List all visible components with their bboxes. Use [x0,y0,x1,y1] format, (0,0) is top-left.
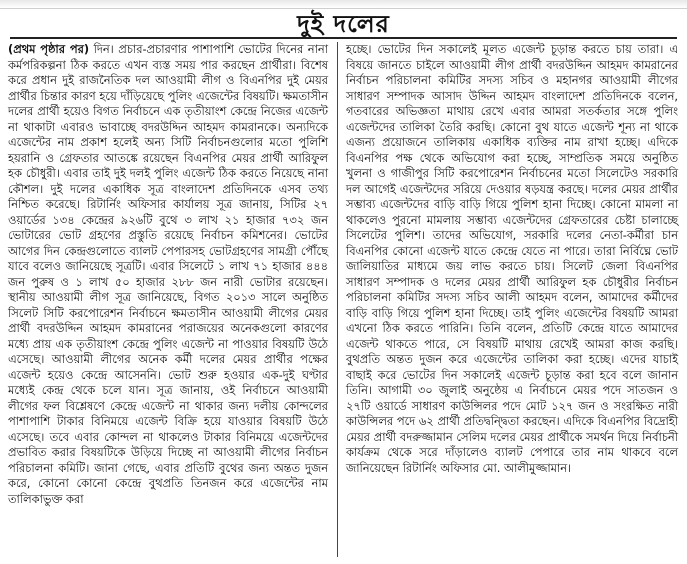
continued-from-label: (প্রথম পৃষ্ঠার পর) [8,42,90,56]
article-headline: দুই দলের [297,10,390,38]
left-column-body: দিন। প্রচার-প্রচারণার পাশাপাশি ভোটের দিনের নানা কর্মপরিকল্পনা ঠিক করতে এখন ব্যস্ত সময় পার করছেন প্রার্থীরা। বিশেষ করে প্রধান দুই রাজনৈতিক দল আওয়ামী লীগ ও বিএনপির দুই মেয়র প্রার্থীর চিন্তার কারণ হয়ে দাঁড়িয়েছে পুলিং এজেন্টের বিষয়টি। ক্ষমতাসীন দলের প্রার্থী হয়েও বিগত নির্বাচনে এক তৃতীয়াংশ কেন্দ্রে নিজের এজেন্ট না থাকাটা এবারও ভাবাচ্ছে বদরউদ্দিন আহমদ কামরানকে। অন্যদিকে এজেন্টের নাম প্রকাশ হলেই অন্য সিটি নির্বাচনগুলোর মতো পুলিশি হয়রানি ও গ্রেফতার আতঙ্কে রয়েছেন বিএনপির মেয়র প্রার্থী আরিফুল হক চৌধুরী। এবার তাই দুই দলই পুলিং এজেন্ট ঠিক করতে নিয়েছে নানা কৌশল। দুই দলের একাধিক সূত্র বাংলাদেশ প্রতিদিনকে এসব তথ্য নিশ্চিত করেছে। রিটার্নিং অফিসার কার্যালয় সূত্র জানায়, সিটির ২৭ ওয়ার্ডের ১৩৪ কেন্দ্রের ৯২৬টি বুথে ৩ লাখ ২১ হাজার ৭৩২ জন ভোটারের ভোট গ্রহণের প্রস্তুতি রয়েছে নির্বাচন কমিশনের। ভোটের আগের দিন কেন্দ্রগুলোতে ব্যালট পেপারসহ ভোটগ্রহণের সামগ্রী পৌঁছে যাবে বলেও জানিয়েছে সূত্রটি। এবার সিলেটে ১ লাখ ৭১ হাজার ৪৪৪ জন পুরুষ ও ১ লাখ ৫০ হাজার ২৮৮ জন নারী ভোটার রয়েছেন। স্থানীয় আওয়ামী লীগ সূত্র জানিয়েছে, বিগত ২০১৩ সালে অনুষ্ঠিত সিলেট সিটি করপোরেশন নির্বাচনে ক্ষমতাসীন আওয়ামী লীগের মেয়র প্রার্থী বদরউদ্দিন আহমদ কামরানের পরাজয়ের অনেকগুলো কারণের মধ্যে প্রায় এক তৃতীয়াংশ কেন্দ্রে পুলিং এজেন্ট না পাওয়ার বিষয়টি উঠে এসেছে। আওয়ামী লীগের অনেক কর্মী দলের মেয়র প্রার্থীর পক্ষের এজেন্ট হয়েও কেন্দ্রে আসেননি। ভোট শুরু হওয়ার এক-দুই ঘণ্টার মধ্যেই কেন্দ্র থেকে চলে যান। সূত্র জানায়, ওই নির্বাচনে আওয়ামী লীগের ফল বিশ্লেষণে কেন্দ্রে এজেন্ট না থাকার জন্য দলীয় কোন্দলের পাশাপাশি টাকার বিনিময়ে এজেন্ট বিক্রি হয়ে যাওয়ার বিষয়টি উঠে এসেছে। তবে এবার কোন্দল না থাকলেও টাকার বিনিময়ে এজেন্টদের প্রভাবিত করার বিষয়টিকে উড়িয়ে দিচ্ছে না আওয়ামী লীগের নির্বাচন পরিচালনা কমিটি। জানা গেছে, এবার প্রতিটি বুথের জন্য অন্তত দুজন করে, কোনো কোনো কেন্দ্রে বুথপ্রতি তিনজন করে এজেন্টের নাম তালিকাভুক্ত করা [8,42,328,506]
right-column-body: হচ্ছে। ভোটের দিন সকালেই মূলত এজেন্ট চূড়ান্ত করতে চায় তারা। এ বিষয়ে জানতে চাইলে আওয়ামী লীগ প্রার্থী বদরউদ্দিন আহমদ কামরানের নির্বাচন পরিচালনা কমিটির সদস্য সচিব ও মহানগর আওয়ামী লীগের সাধারণ সম্পাদক আসাদ উদ্দিন আহমদ বাংলাদেশ প্রতিদিনকে বলেন, গতবারের অভিজ্ঞতা মাথায় রেখে এবার আমরা সতর্কতার সঙ্গে পুলিং এজেন্টদের তালিকা তৈরি করছি। কোনো বুথ যাতে এজেন্ট শূন্য না থাকে এজন্য প্রয়োজনে তালিকায় একাধিক ব্যক্তির নাম রাখা হচ্ছে। এদিকে বিএনপির পক্ষ থেকে অভিযোগ করা হচ্ছে, সাম্প্রতিক সময়ে অনুষ্ঠিত খুলনা ও গাজীপুর সিটি করপোরেশন নির্বাচনের মতো সিলেটেও সরকারি দল আগেই এজেন্টদের সরিয়ে দেওয়ার ষড়যন্ত্র করছে। দলের মেয়র প্রার্থীর সম্ভাব্য এজেন্টদের বাড়ি বাড়ি গিয়ে পুলিশ হানা দিচ্ছে। কোনো মামলা না থাকলেও পুরনো মামলায় সম্ভাব্য এজেন্টদের গ্রেফতারের চেষ্টা চালাচ্ছে সিলেটের পুলিশ। তাদের অভিযোগ, সরকারি দলের নেতা-কর্মীরা চান বিএনপির কোনো এজেন্ট যাতে কেন্দ্রে যেতে না পারে। তারা নির্বিঘ্নে ভোট জালিয়াতির মাধ্যমে জয় লাভ করতে চায়। সিলেট জেলা বিএনপির সাধারণ সম্পাদক ও দলের মেয়র প্রার্থী আরিফুল হক চৌধুরীর নির্বাচন পরিচালনা কমিটির সদস্য সচিব আলী আহমদ বলেন, আমাদের কর্মীদের বাড়ি বাড়ি গিয়ে পুলিশ হানা দিচ্ছে। তাই পুলিং এজেন্টের বিষয়টি আমরা এখনো ঠিক করতে পারিনি। তিনি বলেন, প্রতিটি কেন্দ্রে যাতে আমাদের এজেন্ট থাকতে পারে, সে বিষয়টি মাথায় রেখেই আমরা কাজ করছি। বুথপ্রতি অন্তত দুজন করে এজেন্টের তালিকা করা হচ্ছে। এদের যাচাই বাছাই করে ভোটের দিন সকালেই এজেন্ট চূড়ান্ত করা হবে বলে জানান তিনি। আগামী ৩০ জুলাই অনুষ্ঠেয় এ নির্বাচনে মেয়র পদে সাতজন ও ২৭টি ওয়ার্ডে সাধারণ কাউন্সিলর পদে মোট ১২৭ জন ও সংরক্ষিত নারী কাউন্সিলর পদে ৬২ প্রার্থী প্রতিদ্বন্দ্বিতা করছেন। এদিকে বিএনপির বিদ্রোহী মেয়র প্রার্থী বদরুজ্জামান সেলিম দলের মেয়র প্রার্থীকে সমর্থন দিয়ে নির্বাচনী কার্যক্রম থেকে সরে দাঁড়ালেও ব্যালট পেপারে তার নাম থাকবে বলে জানিয়েছেন রিটার্নিং অফিসার মো. আলীমুজ্জামান। [346,42,678,475]
article-column-left [8,42,328,507]
article-column-right [346,42,678,476]
headline-rule [10,37,677,39]
left-column-text [8,42,328,507]
column-divider [337,42,338,557]
